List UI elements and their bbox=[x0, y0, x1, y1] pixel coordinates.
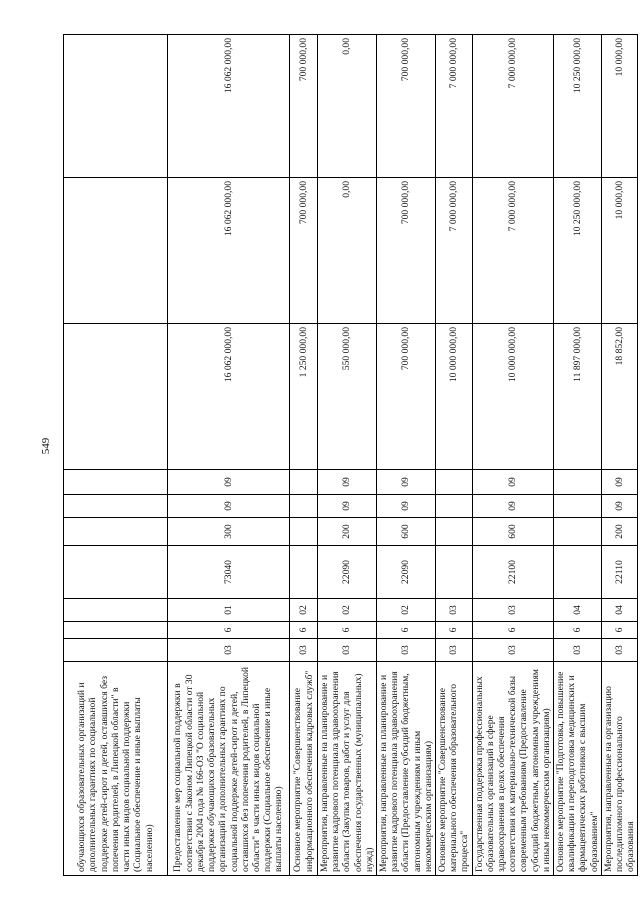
expense-type-code bbox=[64, 518, 168, 546]
subprogram-code: 6 bbox=[290, 622, 318, 639]
table-row bbox=[601, 35, 638, 876]
amount-year-2: 0,00 bbox=[318, 178, 377, 324]
expense-type-code: 300 bbox=[168, 518, 290, 546]
activity-code bbox=[64, 599, 168, 622]
row-name: Мероприятия, направленные на планирование и развитие кадрового потенциала здравоохранения области (Закупка товаров, работ и услуг для обеспечения государственных (муниципальных) нужд) bbox=[318, 662, 377, 876]
section-code: 09 bbox=[377, 495, 436, 518]
subsection-code: 09 bbox=[472, 470, 553, 495]
program-code: 03 bbox=[318, 639, 377, 662]
activity-code: 01 bbox=[168, 599, 290, 622]
section-code bbox=[436, 495, 473, 518]
row-name: обучающихся образовательных организаций и дополнительных гарантиях по социальной поддержке детей-сирот и детей, оставшихся без попечения родителей, в Липецкой области" в части иных видов социальной поддержки (Социальное обеспечение и иные выплаты населению) bbox=[64, 662, 168, 876]
row-name: Основное мероприятие "Совершенствование материального обеспечения образовательного процесса" bbox=[436, 662, 473, 876]
section-code bbox=[290, 495, 318, 518]
table-row bbox=[64, 35, 168, 876]
table-row bbox=[554, 35, 602, 876]
direction-code: 22110 bbox=[601, 546, 638, 599]
activity-code: 03 bbox=[472, 599, 553, 622]
program-code: 03 bbox=[554, 639, 602, 662]
amount-year-1: 700 000,00 bbox=[377, 324, 436, 470]
subsection-code bbox=[64, 470, 168, 495]
expense-type-code bbox=[290, 518, 318, 546]
amount-year-3: 7 000 000,00 bbox=[436, 35, 473, 178]
amount-year-2: 16 062 000,00 bbox=[168, 178, 290, 324]
amount-year-1 bbox=[64, 324, 168, 470]
amount-year-3: 700 000,00 bbox=[290, 35, 318, 178]
direction-code: 73040 bbox=[168, 546, 290, 599]
activity-code: 02 bbox=[290, 599, 318, 622]
subprogram-code: 6 bbox=[472, 622, 553, 639]
activity-code: 03 bbox=[436, 599, 473, 622]
amount-year-1: 10 000 000,00 bbox=[436, 324, 473, 470]
expense-type-code: 600 bbox=[377, 518, 436, 546]
subprogram-code: 6 bbox=[554, 622, 602, 639]
direction-code bbox=[436, 546, 473, 599]
amount-year-2: 10 000,00 bbox=[601, 178, 638, 324]
section-code bbox=[554, 495, 602, 518]
row-name: Предоставление мер социальной поддержки в соответствии с Законом Липецкой области от 30 декабря 2004 года № 166-ОЗ "О социальной поддержке обучающихся образовательных организаций и дополнительных гарантиях по социальной поддержке детей-сирот и детей, оставшихся без попечения родителей, в Липецкой области" в части иных видов социальной поддержки (Социальное обеспечение и иные выплаты населению) bbox=[168, 662, 290, 876]
table-row bbox=[290, 35, 318, 876]
subsection-code: 09 bbox=[318, 470, 377, 495]
amount-year-3 bbox=[64, 35, 168, 178]
amount-year-3: 700 000,00 bbox=[377, 35, 436, 178]
table-row bbox=[377, 35, 436, 876]
budget-table bbox=[63, 34, 638, 876]
row-name: Основное мероприятие "Совершенствование информационного обеспечения кадровых служб" bbox=[290, 662, 318, 876]
direction-code bbox=[290, 546, 318, 599]
section-code: 09 bbox=[601, 495, 638, 518]
amount-year-3: 16 062 000,00 bbox=[168, 35, 290, 178]
amount-year-2 bbox=[64, 178, 168, 324]
amount-year-3: 0,00 bbox=[318, 35, 377, 178]
amount-year-3: 10 000,00 bbox=[601, 35, 638, 178]
section-code: 09 bbox=[472, 495, 553, 518]
section-code: 09 bbox=[168, 495, 290, 518]
expense-type-code: 200 bbox=[601, 518, 638, 546]
section-code bbox=[64, 495, 168, 518]
amount-year-2: 7 000 000,00 bbox=[472, 178, 553, 324]
subprogram-code: 6 bbox=[436, 622, 473, 639]
program-code: 03 bbox=[168, 639, 290, 662]
subprogram-code bbox=[64, 622, 168, 639]
table-row bbox=[318, 35, 377, 876]
subprogram-code: 6 bbox=[168, 622, 290, 639]
program-code: 03 bbox=[377, 639, 436, 662]
activity-code: 02 bbox=[318, 599, 377, 622]
table-row bbox=[472, 35, 553, 876]
expense-type-code: 200 bbox=[318, 518, 377, 546]
expense-type-code bbox=[554, 518, 602, 546]
direction-code: 22090 bbox=[377, 546, 436, 599]
activity-code: 02 bbox=[377, 599, 436, 622]
program-code: 03 bbox=[290, 639, 318, 662]
direction-code: 22100 bbox=[472, 546, 553, 599]
direction-code: 22090 bbox=[318, 546, 377, 599]
subsection-code: 09 bbox=[168, 470, 290, 495]
expense-type-code: 600 bbox=[472, 518, 553, 546]
program-code bbox=[64, 639, 168, 662]
amount-year-1: 550 000,00 bbox=[318, 324, 377, 470]
subsection-code: 09 bbox=[377, 470, 436, 495]
activity-code: 04 bbox=[554, 599, 602, 622]
subprogram-code: 6 bbox=[318, 622, 377, 639]
amount-year-1: 10 000 000,00 bbox=[472, 324, 553, 470]
row-name: Мероприятия, направленные на организацию последипломного профессионального образования bbox=[601, 662, 638, 876]
subsection-code bbox=[554, 470, 602, 495]
program-code: 03 bbox=[601, 639, 638, 662]
amount-year-3: 10 250 000,00 bbox=[554, 35, 602, 178]
amount-year-1: 11 897 000,00 bbox=[554, 324, 602, 470]
rotated-page bbox=[63, 35, 637, 876]
amount-year-1: 16 062 000,00 bbox=[168, 324, 290, 470]
table-row bbox=[436, 35, 473, 876]
activity-code: 04 bbox=[601, 599, 638, 622]
subsection-code: 09 bbox=[601, 470, 638, 495]
program-code: 03 bbox=[472, 639, 553, 662]
amount-year-2: 700 000,00 bbox=[377, 178, 436, 324]
table-row bbox=[168, 35, 290, 876]
row-name: Государственная поддержка профессиональных образовательных организаций в сфере здравоохранения в целях обеспечения соответствия их материально-технической базы современным требованиям (Предоставление субсидий бюджетным, автономным учреждениям и иным некоммерческим организациям) bbox=[472, 662, 553, 876]
direction-code bbox=[64, 546, 168, 599]
subsection-code bbox=[436, 470, 473, 495]
amount-year-2: 10 250 000,00 bbox=[554, 178, 602, 324]
row-name: Основное мероприятие "Подготовка, повышение квалификации и переподготовка медицинских и фармацевтических работников с высшим образованием" bbox=[554, 662, 602, 876]
subsection-code bbox=[290, 470, 318, 495]
program-code: 03 bbox=[436, 639, 473, 662]
page-number: 549 bbox=[40, 437, 52, 455]
subprogram-code: 6 bbox=[601, 622, 638, 639]
amount-year-3: 7 000 000,00 bbox=[472, 35, 553, 178]
amount-year-1: 18 852,00 bbox=[601, 324, 638, 470]
direction-code bbox=[554, 546, 602, 599]
section-code: 09 bbox=[318, 495, 377, 518]
amount-year-2: 700 000,00 bbox=[290, 178, 318, 324]
row-name: Мероприятия, направленные на планирование и развитие кадрового потенциала здравоохранения области (Предоставление субсидий бюджетным, автономным учреждениям и иным некоммерческим организациям) bbox=[377, 662, 436, 876]
amount-year-2: 7 000 000,00 bbox=[436, 178, 473, 324]
expense-type-code bbox=[436, 518, 473, 546]
subprogram-code: 6 bbox=[377, 622, 436, 639]
amount-year-1: 1 250 000,00 bbox=[290, 324, 318, 470]
